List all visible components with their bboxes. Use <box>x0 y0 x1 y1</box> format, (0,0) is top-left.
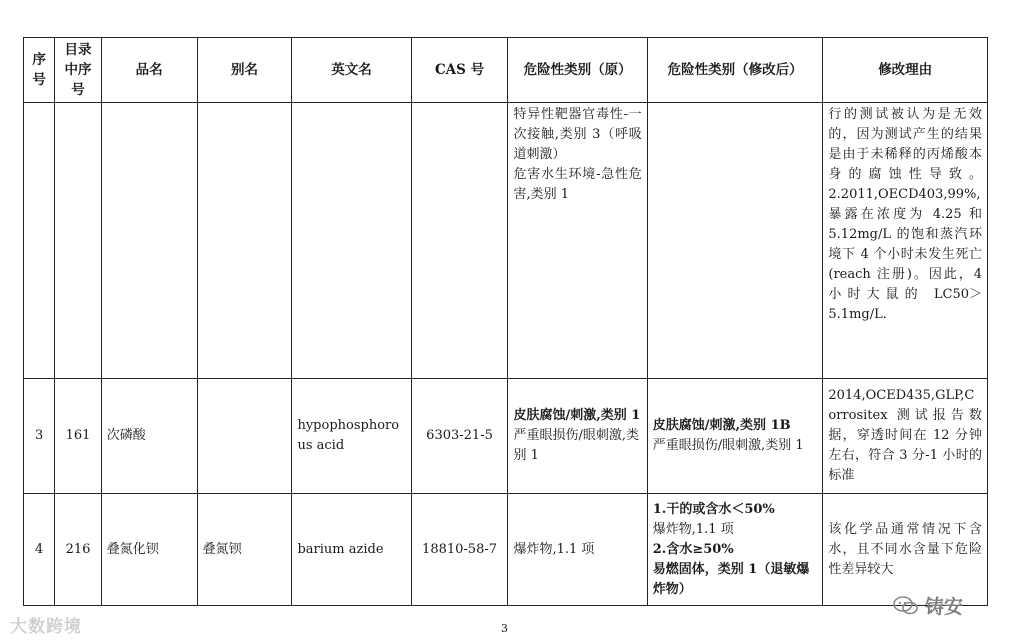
hazard-classification-table <box>23 37 988 606</box>
cell-hazard-orig <box>508 379 647 494</box>
header-hazard-new: 危险性类别（修改后） <box>647 38 823 103</box>
cell-catalog-no: 161 <box>55 379 101 494</box>
cell-cas <box>411 103 508 379</box>
cell-reason: 行的测试被认为是无效的，因为测试产生的结果是由于未稀释的丙烯酸本身的腐蚀性导致。2.2011,OECD403,99%,暴露在浓度为 4.25 和 5.12mg/L 的饱和蒸汽环境下 4 个小时未发生死亡(reach 注册)。因此，4 小时大鼠的 LC50＞5.1mg/L. <box>823 103 988 379</box>
header-name: 品名 <box>101 38 197 103</box>
hazard-new-line: 皮肤腐蚀/刺激,类别 1B <box>652 418 791 433</box>
cell-reason: 2014,OCED435,GLP,Corrositex 测试报告数据，穿透时间在 12 分钟左右，符合 3 分-1 小时的标准 <box>823 379 988 494</box>
page-number: 3 <box>501 622 508 635</box>
hazard-new-line: 1.干的或含水＜50% <box>652 501 775 517</box>
cell-hazard-orig <box>508 103 647 379</box>
cell-seq <box>24 103 55 379</box>
header-alias: 别名 <box>197 38 292 103</box>
cell-alias <box>197 379 292 494</box>
table-row <box>24 103 988 379</box>
cell-alias: 叠氮钡 <box>197 494 292 606</box>
header-cas: CAS 号 <box>411 38 508 103</box>
cell-cas: 18810-58-7 <box>411 494 508 606</box>
cell-name: 次磷酸 <box>101 379 197 494</box>
table-row <box>24 379 988 494</box>
cell-hazard-new <box>647 494 823 606</box>
watermark-right <box>893 592 963 619</box>
hazard-orig-line: 严重眼损伤/眼刺激,类别 1 <box>513 428 639 463</box>
cell-alias <box>197 103 292 379</box>
cell-hazard-new <box>647 103 823 379</box>
cell-name <box>101 103 197 379</box>
cell-seq: 3 <box>24 379 55 494</box>
watermark-right-text: 铸安 <box>925 596 964 618</box>
hazard-new-line: 2.含水≥50% <box>652 541 734 557</box>
cell-reason: 该化学品通常情况下含水，且不同水含量下危险性差异较大 <box>823 494 988 606</box>
header-seq: 序号 <box>24 38 55 103</box>
table-row <box>24 494 988 606</box>
hazard-new-line: 爆炸物,1.1 项 <box>652 521 734 537</box>
header-hazard-orig: 危险性类别（原） <box>508 38 647 103</box>
watermark-left: 大数跨境 <box>10 617 82 637</box>
cell-hazard-new <box>647 379 823 494</box>
cell-cas: 6303-21-5 <box>411 379 508 494</box>
hazard-orig-line: 皮肤腐蚀/刺激,类别 1 <box>513 408 641 423</box>
cell-name: 叠氮化钡 <box>101 494 197 606</box>
header-english: 英文名 <box>292 38 411 103</box>
cell-seq: 4 <box>24 494 55 606</box>
cell-hazard-orig <box>508 494 647 606</box>
hazard-new-line: 严重眼损伤/眼刺激,类别 1 <box>652 438 804 453</box>
header-reason: 修改理由 <box>823 38 988 103</box>
cell-english <box>292 103 411 379</box>
hazard-new-line: 易燃固体，类别 1（退敏爆炸物） <box>652 561 810 597</box>
cell-english: hypophosphorous acid <box>292 379 411 494</box>
hazard-orig-line: 危害水生环境-急性危害,类别 1 <box>513 167 642 202</box>
header-catalog-no: 目录中序号 <box>55 38 101 103</box>
wechat-icon <box>893 596 919 616</box>
hazard-orig-line: 爆炸物,1.1 项 <box>513 541 595 557</box>
header-row <box>24 38 988 103</box>
hazard-orig-line: 特异性靶器官毒性-一次接触,类别 3（呼吸道刺激） <box>513 107 642 162</box>
cell-catalog-no: 216 <box>55 494 101 606</box>
cell-english: barium azide <box>292 494 411 606</box>
cell-catalog-no <box>55 103 101 379</box>
